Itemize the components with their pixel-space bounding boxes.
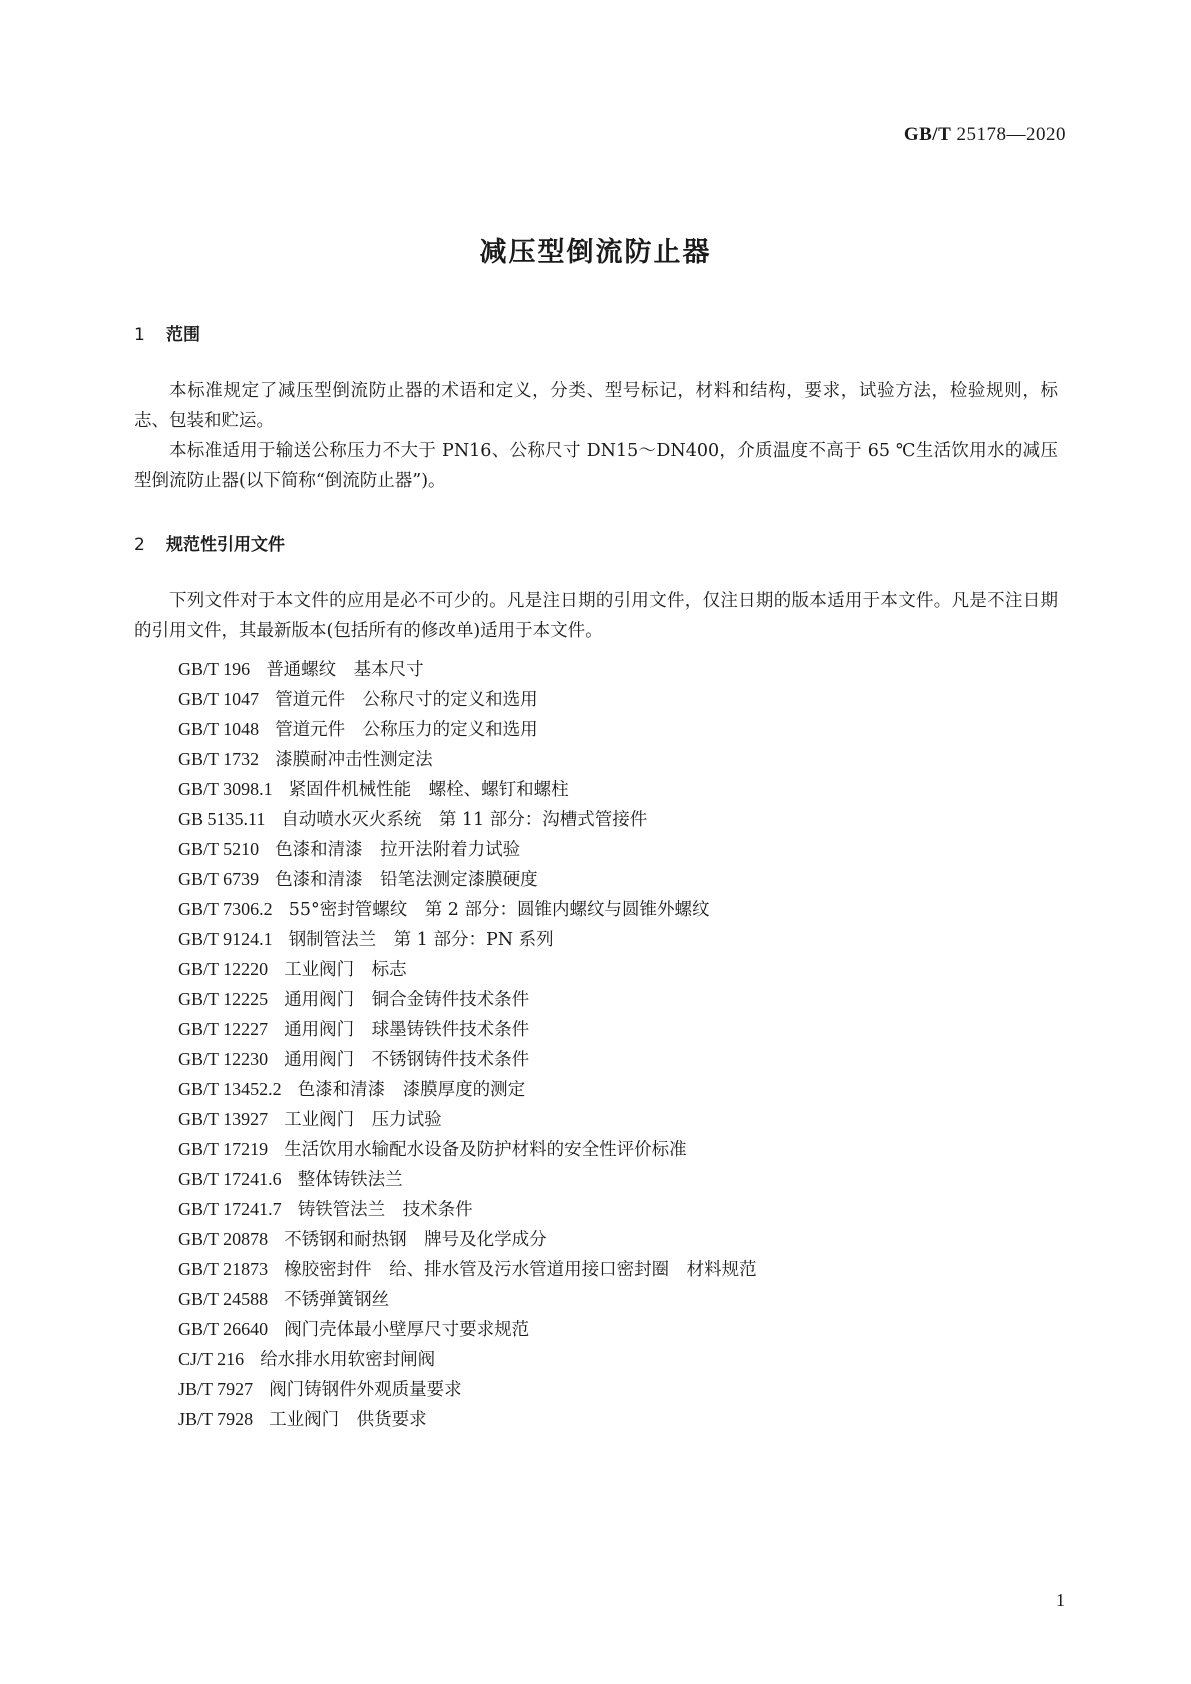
reference-title: 橡胶密封件 给、排水管及污水管道用接口密封圈 材料规范: [284, 1260, 757, 1280]
reference-code: JB/T 7927: [178, 1379, 254, 1399]
reference-item: [178, 714, 757, 744]
reference-code: GB 5135.11: [178, 809, 266, 829]
reference-item: [178, 1374, 757, 1404]
section-title: 规范性引用文件: [166, 535, 285, 555]
reference-item: [178, 1284, 757, 1314]
reference-code: JB/T 7928: [178, 1409, 254, 1429]
reference-title: 生活饮用水输配水设备及防护材料的安全性评价标准: [284, 1140, 687, 1160]
reference-code: CJ/T 216: [178, 1349, 245, 1369]
reference-code: GB/T 13927: [178, 1109, 269, 1129]
reference-code: GB/T 12220: [178, 959, 269, 979]
reference-code: GB/T 7306.2: [178, 899, 273, 919]
standard-code: [904, 124, 1066, 146]
reference-item: [178, 654, 757, 684]
section-title: 范围: [166, 325, 200, 345]
reference-item: [178, 1074, 757, 1104]
reference-code: GB/T 196: [178, 659, 251, 679]
reference-code: GB/T 13452.2: [178, 1079, 282, 1099]
reference-code: GB/T 5210: [178, 839, 260, 859]
section-number: 1: [134, 325, 145, 345]
reference-title: 铸铁管法兰 技术条件: [297, 1200, 473, 1220]
reference-title: 管道元件 公称尺寸的定义和选用: [275, 690, 538, 710]
reference-item: [178, 804, 757, 834]
standard-number: 25178—2020: [956, 124, 1066, 145]
reference-code: GB/T 12225: [178, 989, 269, 1009]
reference-title: 色漆和清漆 漆膜厚度的测定: [297, 1080, 526, 1100]
reference-item: [178, 1014, 757, 1044]
reference-item: [178, 774, 757, 804]
reference-item: [178, 1134, 757, 1164]
reference-title: 工业阀门 标志: [284, 960, 407, 980]
reference-title: 色漆和清漆 铅笔法测定漆膜硬度: [275, 870, 538, 890]
reference-item: [178, 1314, 757, 1344]
reference-item: [178, 924, 757, 954]
reference-code: GB/T 1047: [178, 689, 260, 709]
reference-code: GB/T 9124.1: [178, 929, 273, 949]
reference-item: [178, 1404, 757, 1434]
reference-title: 通用阀门 球墨铸铁件技术条件: [284, 1020, 530, 1040]
reference-item: [178, 1344, 757, 1374]
reference-title: 色漆和清漆 拉开法附着力试验: [275, 840, 521, 860]
section-number: 2: [134, 535, 145, 555]
reference-title: 通用阀门 铜合金铸件技术条件: [284, 990, 530, 1010]
reference-title: 阀门铸钢件外观质量要求: [269, 1380, 462, 1400]
reference-title: 不锈弹簧钢丝: [284, 1290, 390, 1310]
reference-code: GB/T 12230: [178, 1049, 269, 1069]
reference-title: 钢制管法兰 第 1 部分：PN 系列: [288, 930, 554, 950]
reference-item: [178, 894, 757, 924]
reference-item: [178, 1164, 757, 1194]
reference-item: [178, 954, 757, 984]
reference-item: [178, 984, 757, 1014]
reference-item: [178, 1044, 757, 1074]
reference-code: GB/T 6739: [178, 869, 260, 889]
reference-title: 漆膜耐冲击性测定法: [275, 750, 433, 770]
reference-title: 管道元件 公称压力的定义和选用: [275, 720, 538, 740]
page-number: 1: [1056, 1590, 1065, 1610]
scope-paragraph-2: 本标准适用于输送公称压力不大于 PN16、公称尺寸 DN15～DN400，介质温度不高于 65 ℃生活饮用水的减压型倒流防止器(以下简称“倒流防止器”)。: [134, 441, 1058, 491]
reference-item: [178, 1194, 757, 1224]
reference-code: GB/T 3098.1: [178, 779, 273, 799]
reference-title: 给水排水用软密封闸阀: [260, 1350, 436, 1370]
reference-title: 紧固件机械性能 螺栓、螺钉和螺柱: [288, 780, 569, 800]
reference-title: 通用阀门 不锈钢铸件技术条件: [284, 1050, 530, 1070]
reference-code: GB/T 21873: [178, 1259, 269, 1279]
reference-item: [178, 1224, 757, 1254]
reference-code: GB/T 24588: [178, 1289, 269, 1309]
reference-code: GB/T 26640: [178, 1319, 269, 1339]
document-title: 减压型倒流防止器: [479, 237, 712, 268]
reference-code: GB/T 17219: [178, 1139, 269, 1159]
reference-item: [178, 744, 757, 774]
reference-item: [178, 864, 757, 894]
reference-item: [178, 834, 757, 864]
reference-title: 阀门壳体最小壁厚尺寸要求规范: [284, 1320, 530, 1340]
reference-code: GB/T 20878: [178, 1229, 269, 1249]
reference-code: GB/T 12227: [178, 1019, 269, 1039]
reference-title: 整体铸铁法兰: [297, 1170, 403, 1190]
reference-item: [178, 684, 757, 714]
reference-code: GB/T 1732: [178, 749, 260, 769]
reference-code: GB/T 17241.7: [178, 1199, 282, 1219]
reference-title: 不锈钢和耐热钢 牌号及化学成分: [284, 1230, 547, 1250]
reference-title: 55°密封管螺纹 第 2 部分：圆锥内螺纹与圆锥外螺纹: [288, 900, 710, 920]
scope-paragraph-1: 本标准规定了减压型倒流防止器的术语和定义，分类、型号标记，材料和结构，要求，试验方法，检验规则，标志、包装和贮运。: [134, 381, 1058, 431]
reference-item: [178, 1254, 757, 1284]
reference-title: 工业阀门 供货要求: [269, 1410, 427, 1430]
reference-title: 普通螺纹 基本尺寸: [266, 660, 424, 680]
reference-list: [178, 654, 757, 1434]
references-intro-paragraph: 下列文件对于本文件的应用是必不可少的。凡是注日期的引用文件，仅注日期的版本适用于本文件。凡是不注日期的引用文件，其最新版本(包括所有的修改单)适用于本文件。: [134, 591, 1058, 641]
standard-prefix: GB/T: [903, 124, 952, 145]
reference-item: [178, 1104, 757, 1134]
section-heading-scope: [134, 320, 200, 345]
reference-code: GB/T 17241.6: [178, 1169, 282, 1189]
section-heading-normative-references: [134, 530, 285, 555]
reference-title: 工业阀门 压力试验: [284, 1110, 442, 1130]
reference-title: 自动喷水灭火系统 第 11 部分：沟槽式管接件: [281, 810, 648, 830]
reference-code: GB/T 1048: [178, 719, 260, 739]
